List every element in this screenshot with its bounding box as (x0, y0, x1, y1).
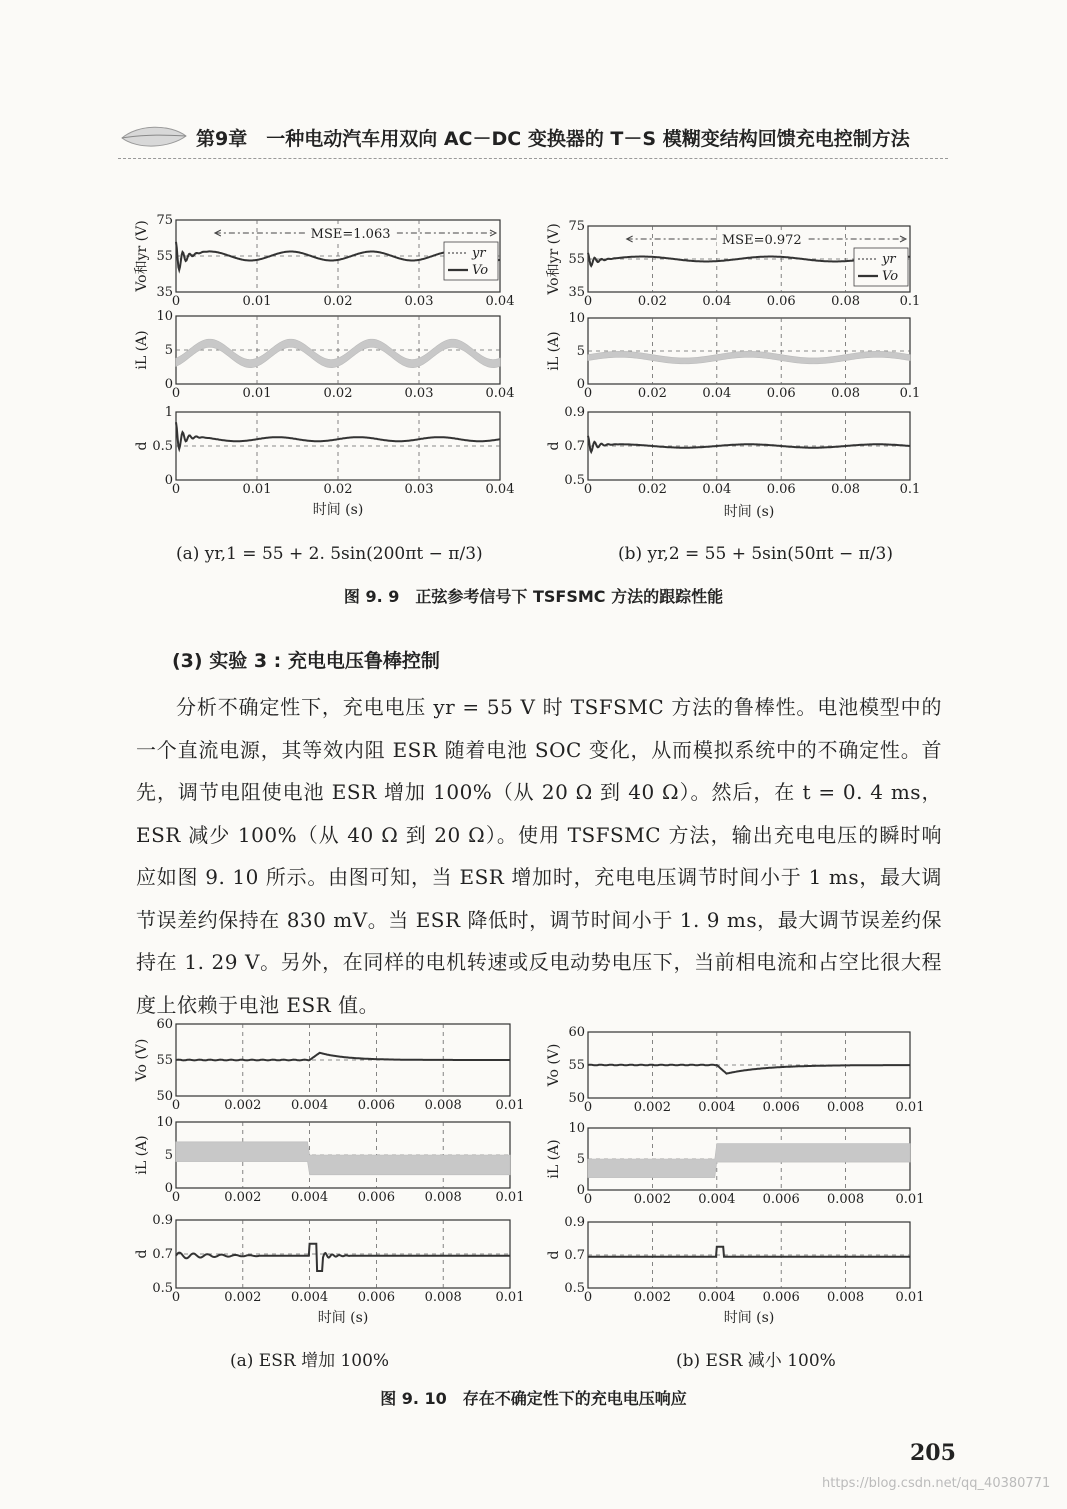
x-tick-label: 0 (583, 294, 593, 309)
y-tick-label: 0.7 (564, 1248, 585, 1263)
y-tick-label: 0.5 (564, 1281, 585, 1296)
x-tick-label: 0.02 (637, 294, 667, 309)
x-tick-label: 0.01 (495, 1290, 525, 1305)
x-tick-label: 0.006 (357, 1190, 396, 1205)
y-tick-label: 0.5 (564, 473, 585, 488)
chart-panel (134, 309, 514, 401)
x-tick-label: 0.04 (485, 386, 515, 401)
chart-panel (546, 1121, 924, 1207)
x-tick-label: 0 (583, 386, 593, 401)
y-tick-label: 35 (568, 285, 585, 300)
chart-panel (134, 405, 514, 497)
y-tick-label: 55 (568, 252, 585, 267)
x-tick-label: 0.02 (637, 386, 667, 401)
x-tick-label: 0 (171, 386, 181, 401)
x-tick-label: 0.01 (242, 482, 272, 497)
section-title: (3) 实验 3 : 充电电压鲁棒控制 (172, 650, 440, 672)
y-tick-label: 50 (568, 1091, 585, 1106)
y-tick-label: 60 (568, 1025, 585, 1040)
x-tick-label: 0.03 (404, 482, 434, 497)
fig-9-9a-label: (a) yr,1 = 55 + 2. 5sin(200πt − π/3) (176, 544, 483, 564)
legend-box (854, 248, 908, 286)
x-tick-label: 0.01 (495, 1098, 525, 1113)
chart-panel (546, 1215, 924, 1305)
legend-box (444, 242, 498, 280)
x-tick-label: 0.08 (831, 386, 861, 401)
y-tick-label: 0.9 (564, 405, 585, 420)
figure-9-10a (128, 1016, 528, 1334)
y-tick-label: 1 (164, 405, 173, 420)
y-tick-label: 75 (568, 219, 585, 234)
chart-panel (546, 311, 920, 401)
x-tick-label: 0.006 (762, 1192, 800, 1207)
x-tick-label: 0.01 (242, 294, 272, 309)
y-tick-label: 10 (568, 311, 585, 326)
y-tick-label: 5 (576, 1152, 585, 1167)
legend-label-vo: Vo (472, 263, 489, 278)
watermark: https://blog.csdn.net/qq_40380771 (822, 1476, 1051, 1491)
mse-label: MSE=0.972 (721, 233, 802, 248)
y-tick-label: 10 (156, 1115, 173, 1130)
x-tick-label: 0.008 (424, 1190, 462, 1205)
x-tick-label: 0 (583, 1290, 593, 1305)
fig-9-9b-label: (b) yr,2 = 55 + 5sin(50πt − π/3) (618, 544, 893, 564)
y-axis-label: d (134, 441, 150, 451)
x-tick-label: 0.04 (485, 482, 515, 497)
x-tick-label: 0.002 (633, 1100, 672, 1115)
x-tick-label: 0.004 (698, 1100, 736, 1115)
x-tick-label: 0.002 (224, 1290, 262, 1305)
y-tick-label: 0.7 (152, 1247, 173, 1262)
y-axis-label: iL (A) (134, 1135, 150, 1175)
y-tick-label: 0.9 (564, 1215, 585, 1230)
x-tick-label: 0.06 (766, 386, 796, 401)
x-tick-label: 0.02 (637, 482, 667, 497)
chart-panel (134, 1213, 524, 1305)
x-tick-label: 0.02 (323, 386, 353, 401)
series-iL-band (588, 351, 910, 364)
chart-panel (134, 213, 514, 309)
figure-9-9-caption: 图 9. 9 正弦参考信号下 TSFSMC 方法的跟踪性能 (343, 587, 724, 606)
x-tick-label: 0.03 (404, 386, 434, 401)
chart-panel (546, 405, 920, 497)
x-tick-label: 0.04 (702, 294, 732, 309)
x-tick-label: 0.08 (831, 482, 861, 497)
chart-panel (134, 1017, 524, 1113)
y-tick-label: 5 (164, 343, 173, 358)
y-tick-label: 0 (164, 473, 173, 488)
x-axis-label: 时间 (s) (723, 504, 775, 520)
x-tick-label: 0.004 (698, 1290, 736, 1305)
y-axis-label: iL (A) (546, 331, 562, 371)
x-tick-label: 0.002 (633, 1290, 672, 1305)
x-tick-label: 0.002 (633, 1192, 672, 1207)
y-tick-label: 0 (576, 377, 585, 392)
x-tick-label: 0.02 (323, 294, 353, 309)
x-tick-label: 0 (171, 1098, 181, 1113)
mse-label: MSE=1.063 (310, 227, 391, 242)
legend-label-vo: Vo (882, 269, 899, 284)
x-axis-label: 时间 (s) (317, 1310, 369, 1326)
x-tick-label: 0.006 (357, 1098, 396, 1113)
x-tick-label: 0.008 (826, 1100, 865, 1115)
fig-9-10b-label: (b) ESR 减小 100% (676, 1351, 836, 1371)
x-tick-label: 0.1 (899, 294, 921, 309)
x-tick-label: 0.006 (762, 1290, 800, 1305)
y-tick-label: 0.9 (152, 1213, 173, 1228)
y-tick-label: 0.7 (564, 439, 585, 454)
y-tick-label: 55 (156, 249, 173, 264)
y-tick-label: 5 (576, 344, 585, 359)
series-d-line (588, 436, 910, 452)
x-tick-label: 0.06 (766, 294, 796, 309)
legend-label-yr: yr (882, 252, 896, 267)
y-axis-label: d (546, 1250, 562, 1260)
figure-9-10b (540, 1024, 940, 1334)
y-axis-label: iL (A) (134, 330, 150, 370)
y-axis-label: Vo和yr (V) (134, 220, 150, 292)
y-tick-label: 60 (156, 1017, 173, 1032)
y-tick-label: 5 (164, 1148, 173, 1163)
x-tick-label: 0 (583, 482, 593, 497)
x-tick-label: 0.01 (895, 1290, 925, 1305)
y-axis-label: d (546, 441, 562, 451)
x-tick-label: 0 (583, 1192, 593, 1207)
y-tick-label: 10 (568, 1121, 585, 1136)
chapter-header (118, 118, 948, 159)
series-iL-band (176, 1142, 510, 1175)
chapter-title: 第9章 一种电动汽车用双向 AC－DC 变换器的 T－S 模糊变结构回馈充电控制方法 (196, 128, 910, 150)
x-tick-label: 0 (171, 294, 181, 309)
chart-panel (546, 219, 920, 309)
x-tick-label: 0.01 (495, 1190, 525, 1205)
y-tick-label: 0 (576, 1183, 585, 1198)
body-paragraph (136, 686, 942, 1026)
x-tick-label: 0.004 (290, 1290, 329, 1305)
y-tick-label: 0.5 (152, 439, 173, 454)
y-tick-label: 0 (164, 377, 173, 392)
x-tick-label: 0.01 (242, 386, 272, 401)
x-tick-label: 0.1 (899, 386, 921, 401)
x-tick-label: 0.04 (485, 294, 515, 309)
y-tick-label: 10 (156, 309, 173, 324)
y-tick-label: 55 (568, 1058, 585, 1073)
x-tick-label: 0.01 (895, 1100, 925, 1115)
x-axis-label: 时间 (s) (723, 1310, 775, 1326)
x-tick-label: 0.008 (826, 1290, 865, 1305)
x-tick-label: 0.01 (895, 1192, 925, 1207)
x-tick-label: 0.002 (224, 1190, 262, 1205)
y-tick-label: 55 (156, 1053, 173, 1068)
x-tick-label: 0.06 (766, 482, 796, 497)
y-tick-label: 35 (156, 285, 173, 300)
y-tick-label: 0 (164, 1181, 173, 1196)
x-tick-label: 0.004 (290, 1190, 329, 1205)
x-tick-label: 0.004 (698, 1192, 736, 1207)
y-tick-label: 0.5 (152, 1281, 173, 1296)
y-axis-label: Vo (V) (134, 1038, 150, 1082)
x-tick-label: 0.008 (424, 1290, 462, 1305)
leaf-icon (118, 122, 190, 152)
x-tick-label: 0.04 (702, 482, 732, 497)
x-tick-label: 0.002 (224, 1098, 262, 1113)
figure-9-10-caption: 图 9. 10 存在不确定性下的充电电压响应 (380, 1389, 687, 1408)
x-tick-label: 0.008 (826, 1192, 865, 1207)
chart-panel (546, 1025, 924, 1115)
x-axis-label: 时间 (s) (312, 502, 364, 518)
x-tick-label: 0.08 (831, 294, 861, 309)
x-tick-label: 0 (583, 1100, 593, 1115)
paragraph-text: 分析不确定性下，充电电压 yr = 55 V 时 TSFSMC 方法的鲁棒性。电池模型中的一个直流电源，其等效内阻 ESR 随着电池 SOC 变化，从而模拟系统中的不确定性。首先，调节电阻使电池 ESR 增加 100%（从 20 Ω 到 40 Ω）。然后，在 t = 0. 4 ms，ESR 减少 100%（从 40 Ω 到 20 Ω）。使用 TSFSMC 方法，输出充电电压的瞬时响应如图 9. 10 所示。由图可知，当 ESR 增加时，充电电压调节时间小于 1 ms，最大调节误差约保持在 830 mV。当 ESR 降低时，调节时间小于 1. 9 ms，最大调节误差约保持在 1. 29 V。另外，在同样的电机转速或反电动势电压下，当前相电流和占空比很大程度上依赖于电池 ESR 值。 (136, 695, 942, 1017)
y-tick-label: 75 (156, 213, 173, 228)
x-tick-label: 0.1 (899, 482, 921, 497)
y-tick-label: 50 (156, 1089, 173, 1104)
legend-label-yr: yr (472, 246, 486, 261)
x-tick-label: 0.008 (424, 1098, 462, 1113)
x-tick-label: 0 (171, 1290, 181, 1305)
fig-9-10a-label: (a) ESR 增加 100% (230, 1351, 390, 1371)
x-tick-label: 0.02 (323, 482, 353, 497)
series-iL-band (588, 1144, 910, 1178)
x-tick-label: 0.004 (290, 1098, 329, 1113)
x-tick-label: 0 (171, 1190, 181, 1205)
series-Vo-line (588, 1065, 910, 1074)
page-number: 205 (910, 1440, 956, 1466)
x-tick-label: 0.006 (357, 1290, 396, 1305)
x-tick-label: 0.006 (762, 1100, 800, 1115)
series-d-line (176, 1244, 510, 1271)
y-axis-label: Vo (V) (546, 1043, 562, 1087)
figure-9-9a (128, 212, 528, 530)
series-Vo-line (176, 1053, 510, 1061)
chart-panel (134, 1115, 524, 1205)
y-axis-label: d (134, 1249, 150, 1259)
y-axis-label: Vo和yr (V) (546, 223, 562, 295)
x-tick-label: 0 (171, 482, 181, 497)
figure-9-9b (540, 218, 940, 530)
x-tick-label: 0.03 (404, 294, 434, 309)
y-axis-label: iL (A) (546, 1139, 562, 1179)
x-tick-label: 0.04 (702, 386, 732, 401)
